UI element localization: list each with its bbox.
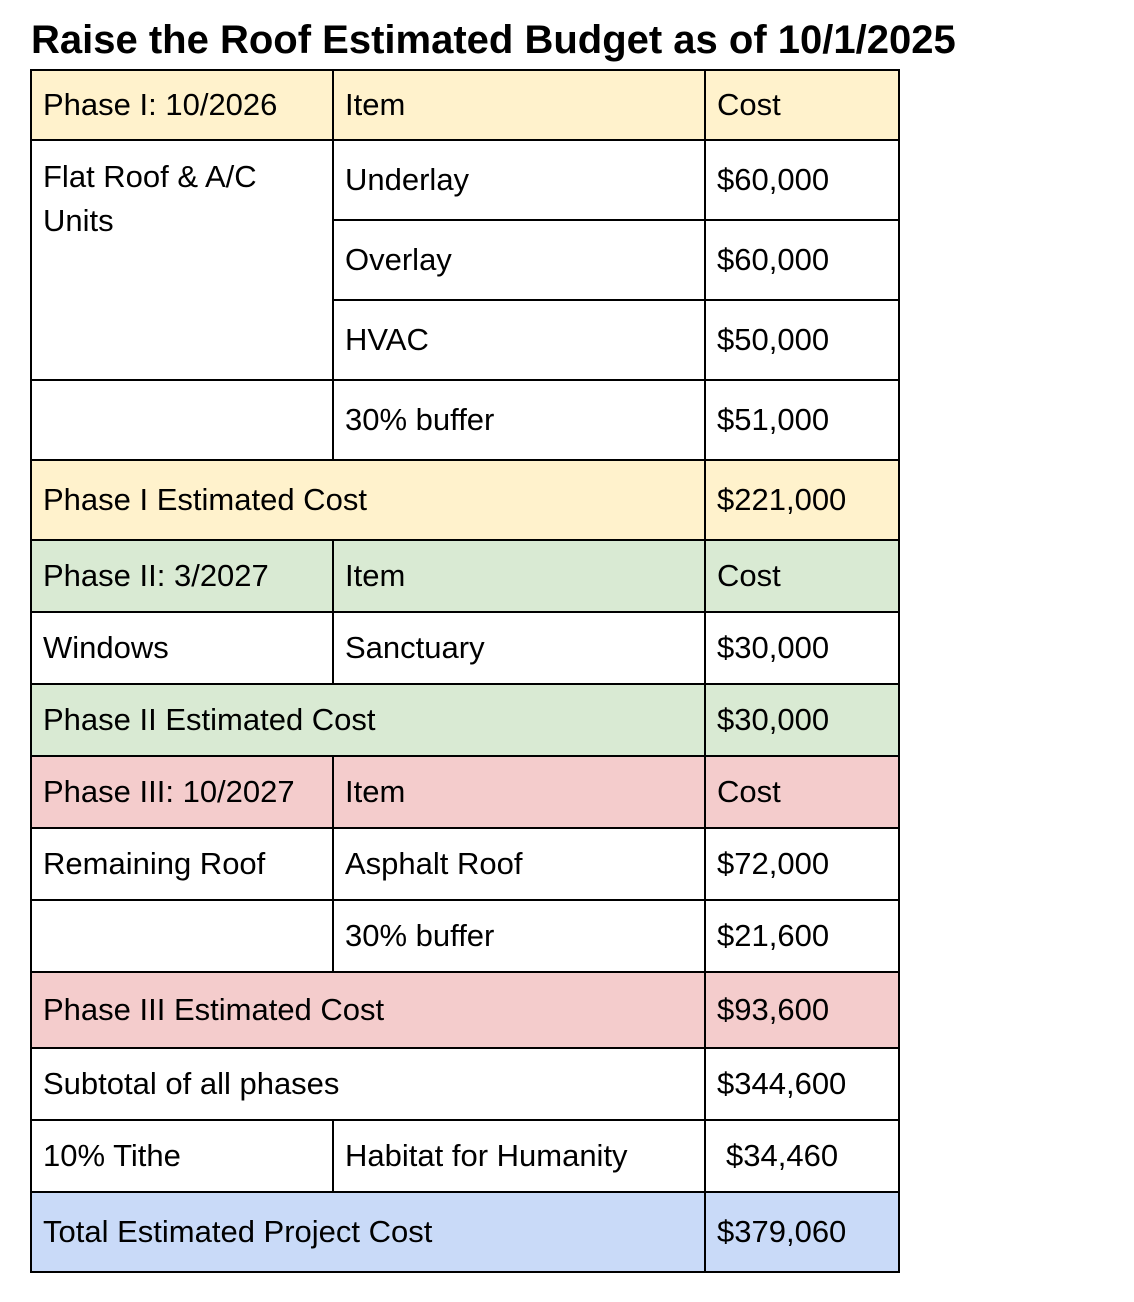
cost-cell: $50,000 <box>705 300 899 380</box>
budget-table <box>30 69 900 1273</box>
item-cell: Overlay <box>333 220 705 300</box>
phase-3-item-header: Item <box>333 756 705 828</box>
table-row <box>31 612 899 684</box>
cost-cell: $30,000 <box>705 612 899 684</box>
empty-cell <box>31 380 333 460</box>
tithe-row <box>31 1120 899 1192</box>
phase-1-group-cell: Flat Roof & A/C Units <box>31 140 333 380</box>
table-row <box>31 828 899 900</box>
total-project-cost-row <box>31 1192 899 1272</box>
group-cell: Windows <box>31 612 333 684</box>
item-cell: 30% buffer <box>333 900 705 972</box>
phase-3-title: Phase III: 10/2027 <box>31 756 333 828</box>
phase-3-subtotal-row <box>31 972 899 1048</box>
cost-cell: $72,000 <box>705 828 899 900</box>
cost-cell: $51,000 <box>705 380 899 460</box>
subtotal-all-phases-row <box>31 1048 899 1120</box>
phase-1-item-header: Item <box>333 70 705 140</box>
phase-2-title: Phase II: 3/2027 <box>31 540 333 612</box>
item-cell: Asphalt Roof <box>333 828 705 900</box>
cost-cell: $60,000 <box>705 220 899 300</box>
phase-2-subtotal-cost: $30,000 <box>705 684 899 756</box>
empty-cell <box>31 900 333 972</box>
item-cell: Underlay <box>333 140 705 220</box>
phase-2-header-row <box>31 540 899 612</box>
phase-1-cost-header: Cost <box>705 70 899 140</box>
phase-2-item-header: Item <box>333 540 705 612</box>
phase-2-cost-header: Cost <box>705 540 899 612</box>
phase-1-title: Phase I: 10/2026 <box>31 70 333 140</box>
phase-1-subtotal-cost: $221,000 <box>705 460 899 540</box>
phase-3-subtotal-label: Phase III Estimated Cost <box>31 972 705 1048</box>
total-project-cost-value: $379,060 <box>705 1192 899 1272</box>
group-cell: Remaining Roof <box>31 828 333 900</box>
table-row <box>31 140 899 220</box>
phase-3-subtotal-cost: $93,600 <box>705 972 899 1048</box>
phase-1-subtotal-label: Phase I Estimated Cost <box>31 460 705 540</box>
subtotal-all-phases-cost: $344,600 <box>705 1048 899 1120</box>
subtotal-all-phases-label: Subtotal of all phases <box>31 1048 705 1120</box>
phase-1-subtotal-row <box>31 460 899 540</box>
phase-1-buffer-row <box>31 380 899 460</box>
page-title: Raise the Roof Estimated Budget as of 10/1/2025 <box>31 18 956 62</box>
item-cell: Sanctuary <box>333 612 705 684</box>
phase-3-cost-header: Cost <box>705 756 899 828</box>
tithe-cost: $34,460 <box>705 1120 899 1192</box>
item-cell: 30% buffer <box>333 380 705 460</box>
phase-3-buffer-row <box>31 900 899 972</box>
phase-1-header-row <box>31 70 899 140</box>
total-project-cost-label: Total Estimated Project Cost <box>31 1192 705 1272</box>
cost-cell: $60,000 <box>705 140 899 220</box>
phase-3-header-row <box>31 756 899 828</box>
phase-2-subtotal-row <box>31 684 899 756</box>
item-cell: HVAC <box>333 300 705 380</box>
tithe-recipient: Habitat for Humanity <box>333 1120 705 1192</box>
phase-2-subtotal-label: Phase II Estimated Cost <box>31 684 705 756</box>
cost-cell: $21,600 <box>705 900 899 972</box>
tithe-label: 10% Tithe <box>31 1120 333 1192</box>
